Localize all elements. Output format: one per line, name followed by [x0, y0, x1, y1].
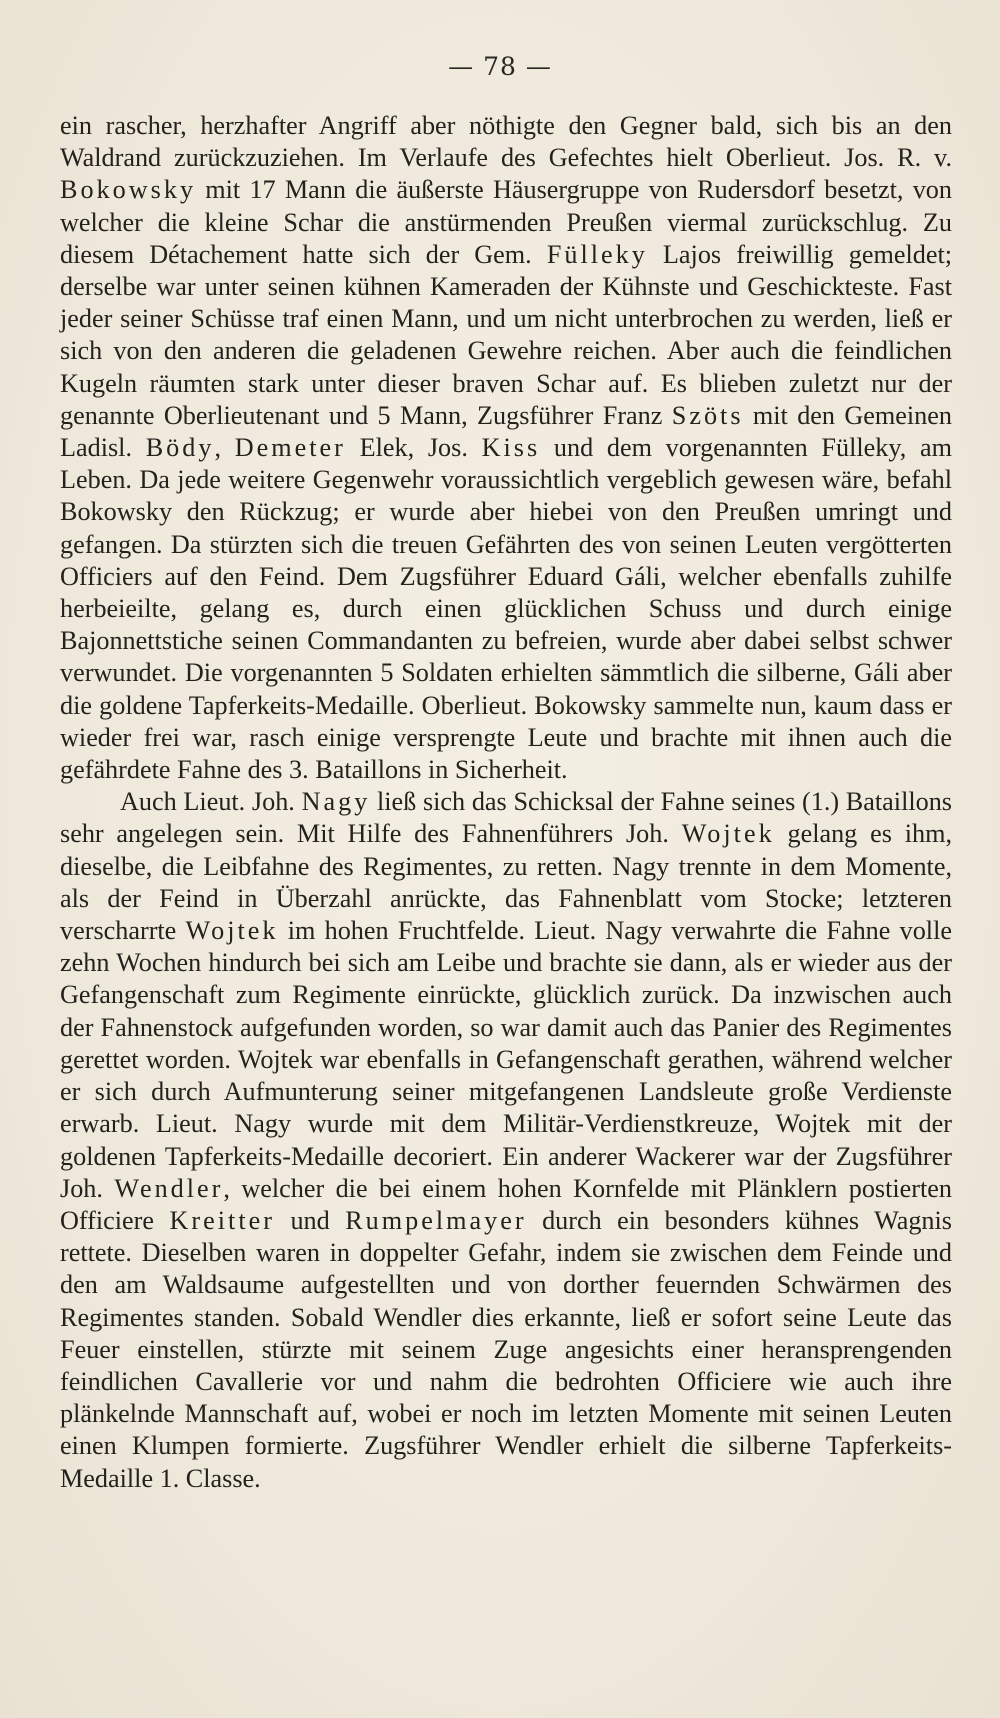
- spaced-name: Nagy: [301, 787, 371, 817]
- spaced-name: Kiss: [481, 433, 541, 463]
- text-run: ,: [214, 433, 235, 463]
- spaced-name: Demeter: [234, 433, 346, 463]
- text-run: ließ sich das Schicksal der Fahne seines (1.) Bataillons sehr angelegen sein. Mit Hilfe des Fahnenführers Joh.: [60, 787, 953, 849]
- spaced-name: Bödy: [145, 433, 215, 463]
- text-run: mit 17 Mann die äußerste Häusergruppe von Rudersdorf besetzt, von welcher die kleine Schar die anstürmenden Preußen viermal zurückschlug. Zu diesem Détachement hatte sich der Gem.: [60, 175, 952, 269]
- spaced-name: Bokowsky: [60, 175, 197, 205]
- text-run: durch ein besonders kühnes Wagnis rettete. Dieselben waren in doppelter Gefahr, indem sie zwischen dem Feinde und den am Waldsaume aufgestellten und von dorther feuernden Schwärmen des Regimentes standen. Sobald Wendler dies erkannte, ließ er sofort seine Leute das Feuer einstellen, stürzte mit seinem Zuge angesichts einer heransprengenden feindlichen Cavallerie vor und nahm die bedrohten Officiere wie auch ihre plänkelnde Mannschaft auf, wobei er noch im letzten Momente mit seinen Leuten einen Klumpen formierte. Zugsführer Wendler erhielt die silberne Tapferkeits-Medaille 1. Classe.: [60, 1205, 952, 1493]
- text-run: Elek, Jos.: [345, 433, 482, 463]
- paragraph: [60, 110, 952, 786]
- text-run: , welcher die bei einem hohen Kornfelde mit Plänklern postierten Officiere: [60, 1173, 952, 1235]
- spaced-name: Rumpelmayer: [345, 1205, 527, 1235]
- spaced-name: Wendler: [114, 1173, 224, 1203]
- text-run: und dem vorgenannten Fülleky, am Leben. Da jede weitere Gegenwehr voraussichtlich vergeblich gewesen wäre, befahl Bokowsky den Rückzug; er wurde aber hiebei von den Preußen umringt und gefangen. Da stürzten sich die treuen Gefährten des von seinen Leuten vergötterten Officiers auf den Feind. Dem Zugsführer Eduard Gáli, welcher ebenfalls zuhilfe herbeieilte, gelang es, durch einen glücklichen Schuss und durch einige Bajonnettstiche seinen Commandanten zu befreien, wurde aber dabei selbst schwer verwundet. Die vorgenannten 5 Soldaten erhielten sämmtlich die silberne, Gáli aber die goldene Tapferkeits-Medaille. Oberlieut. Bokowsky sammelte nun, kaum dass er wieder frei war, rasch einige versprengte Leute und brachte mit ihnen auch die gefährdete Fahne des 3. Bataillons in Sicherheit.: [60, 433, 953, 785]
- page-number: — 78 —: [448, 52, 552, 81]
- text-run: gelang es ihm, dieselbe, die Leibfahne des Regimentes, zu retten. Nagy trennte in dem Momente, als der Feind in Überzahl anrückte, das Fahnenblatt vom Stocke; letzteren verscharrte: [60, 819, 952, 946]
- text-run: Auch Lieut. Joh.: [120, 787, 302, 817]
- spaced-name: Kreitter: [169, 1205, 275, 1235]
- body-text: [60, 110, 952, 1495]
- spaced-name: Fülleky: [546, 239, 648, 269]
- text-run: mit den Gemeinen Ladisl.: [60, 400, 952, 463]
- text-run: ein rascher, herzhafter Angriff aber nöthigte den Gegner bald, sich bis an den Waldrand zurückzuziehen. Im Verlaufe des Gefechtes hielt Oberlieut. Jos. R. v.: [60, 111, 952, 173]
- spaced-name: Wojtek: [185, 916, 279, 946]
- text-run: und: [274, 1205, 346, 1235]
- text-run: Lajos freiwillig gemeldet; derselbe war unter seinen kühnen Kameraden der Kühnste und Geschickteste. Fast jeder seiner Schüsse traf einen Mann, und um nicht unterbrochen zu werden, ließ er sich von den anderen die geladenen Gewehre reichen. Aber auch die feindlichen Kugeln räumten stark unter dieser braven Schar auf. Es blieben zuletzt nur der genannte Oberlieutenant und 5 Mann, Zugsführer Franz: [60, 239, 952, 430]
- paragraph: [60, 786, 952, 1494]
- spaced-name: Wojtek: [681, 819, 775, 849]
- spaced-name: Szöts: [671, 400, 744, 430]
- text-run: im hohen Fruchtfelde. Lieut. Nagy verwahrte die Fahne volle zehn Wochen hindurch bei sich am Leibe und brachte sie dann, als er wieder aus der Gefangenschaft zum Regimente einrückte, glücklich zurück. Da inzwischen auch der Fahnenstock aufgefunden worden, so war damit auch das Panier des Regimentes gerettet worden. Wojtek war ebenfalls in Gefangenschaft gerathen, während welcher er sich durch Aufmunterung seiner mitgefangenen Landsleute große Verdienste erwarb. Lieut. Nagy wurde mit dem Militär-Verdienstkreuze, Wojtek mit der goldenen Tapferkeits-Medaille decoriert. Ein anderer Wackerer war der Zugsführer Joh.: [60, 916, 952, 1203]
